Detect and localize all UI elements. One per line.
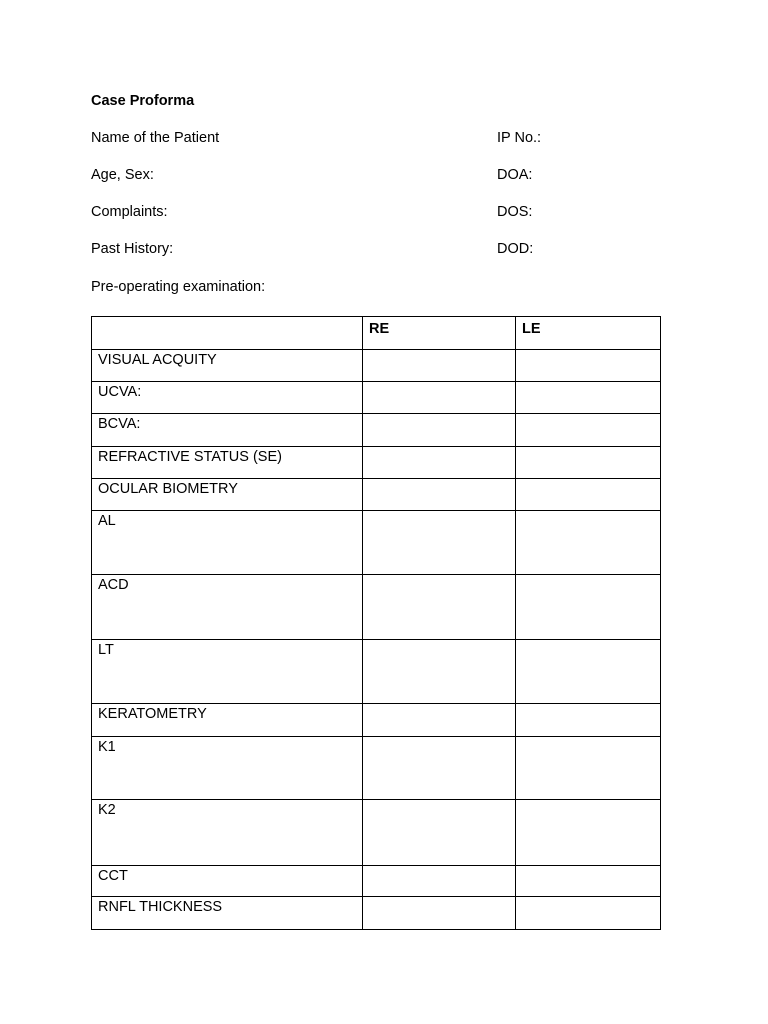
- cell-le[interactable]: [516, 737, 661, 800]
- cell-le[interactable]: [516, 414, 661, 447]
- cell-re[interactable]: [363, 866, 516, 897]
- row-label-keratometry: KERATOMETRY: [92, 704, 363, 737]
- row-label-ocular-biometry: OCULAR BIOMETRY: [92, 479, 363, 511]
- table-row: [92, 479, 661, 511]
- field-complaints: Complaints:: [91, 204, 168, 220]
- field-doa: DOA:: [497, 167, 533, 183]
- table-row: [92, 575, 661, 640]
- header-cell-parameter: [92, 317, 363, 350]
- header-cell-re: RE: [363, 317, 516, 350]
- row-label-rnfl-thickness: RNFL THICKNESS: [92, 897, 363, 930]
- field-dos: DOS:: [497, 204, 533, 220]
- cell-le[interactable]: [516, 511, 661, 575]
- cell-re[interactable]: [363, 414, 516, 447]
- cell-le[interactable]: [516, 382, 661, 414]
- row-label-visual-acuity: VISUAL ACQUITY: [92, 350, 363, 382]
- table-row: [92, 866, 661, 897]
- row-label-bcva: BCVA:: [92, 414, 363, 447]
- table-row: [92, 350, 661, 382]
- table-row: [92, 382, 661, 414]
- table-row: [92, 800, 661, 866]
- cell-re[interactable]: [363, 511, 516, 575]
- cell-re[interactable]: [363, 897, 516, 930]
- row-label-ucva: UCVA:: [92, 382, 363, 414]
- cell-re[interactable]: [363, 479, 516, 511]
- table-row: [92, 897, 661, 930]
- document-title: Case Proforma: [91, 93, 195, 109]
- cell-re[interactable]: [363, 447, 516, 479]
- table-row: [92, 737, 661, 800]
- row-label-al: AL: [92, 511, 363, 575]
- cell-re[interactable]: [363, 737, 516, 800]
- section-label-preop: Pre-operating examination:: [91, 279, 266, 295]
- cell-re[interactable]: [363, 575, 516, 640]
- field-past-history: Past History:: [91, 241, 174, 257]
- cell-le[interactable]: [516, 897, 661, 930]
- row-label-refractive-status: REFRACTIVE STATUS (SE): [92, 447, 363, 479]
- row-label-k2: K2: [92, 800, 363, 866]
- field-dod: DOD:: [497, 241, 534, 257]
- table-header-row: [92, 317, 661, 350]
- cell-re[interactable]: [363, 800, 516, 866]
- field-patient-name: Name of the Patient: [91, 130, 220, 146]
- cell-re[interactable]: [363, 704, 516, 737]
- cell-le[interactable]: [516, 479, 661, 511]
- cell-le[interactable]: [516, 575, 661, 640]
- table-row: [92, 414, 661, 447]
- cell-le[interactable]: [516, 640, 661, 704]
- cell-le[interactable]: [516, 800, 661, 866]
- row-label-acd: ACD: [92, 575, 363, 640]
- cell-le[interactable]: [516, 447, 661, 479]
- header-cell-le: LE: [516, 317, 661, 350]
- field-age-sex: Age, Sex:: [91, 167, 154, 183]
- row-label-lt: LT: [92, 640, 363, 704]
- examination-table: [91, 316, 661, 930]
- field-ip-no: IP No.:: [497, 130, 542, 146]
- row-label-cct: CCT: [92, 866, 363, 897]
- cell-le[interactable]: [516, 350, 661, 382]
- cell-re[interactable]: [363, 640, 516, 704]
- table-row: [92, 640, 661, 704]
- row-label-k1: K1: [92, 737, 363, 800]
- cell-le[interactable]: [516, 704, 661, 737]
- cell-le[interactable]: [516, 866, 661, 897]
- cell-re[interactable]: [363, 382, 516, 414]
- table-row: [92, 447, 661, 479]
- cell-re[interactable]: [363, 350, 516, 382]
- table-row: [92, 511, 661, 575]
- table-row: [92, 704, 661, 737]
